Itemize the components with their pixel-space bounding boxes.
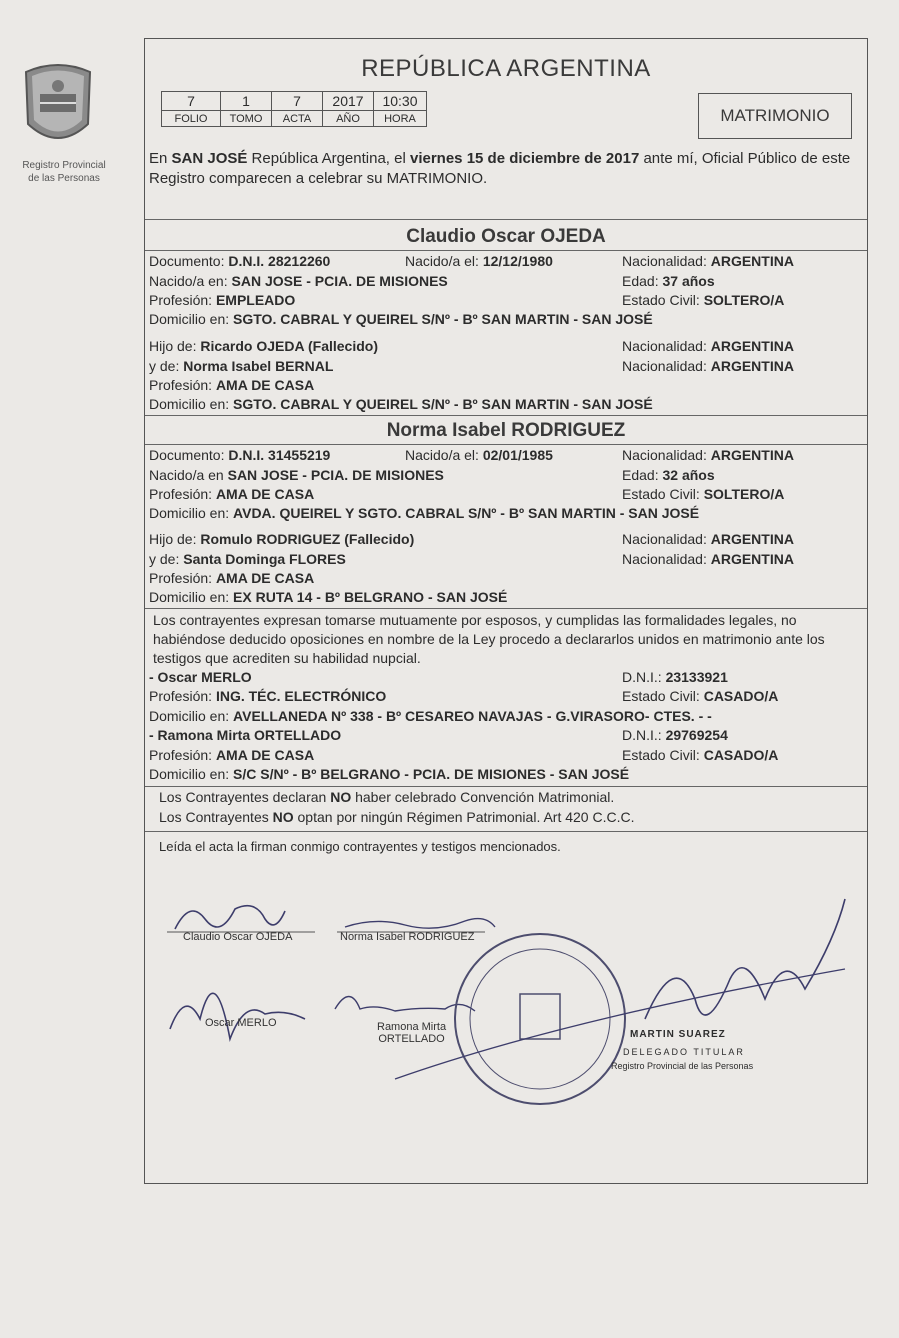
declaration-paragraph: Los contrayentes expresan tomarse mutuamente por esposos, y cumplidas las formalidades legales, no habiéndose deducido oposiciones en nombre de la Ley procedo a declararlos unidos en matrimonio ante los testigos que acrediten su habilidad nupcial. xyxy=(153,612,825,666)
document-title: REPÚBLICA ARGENTINA xyxy=(361,55,651,82)
witness1-dni: D.N.I.: 23133921 xyxy=(622,669,728,685)
spouse2-parent-address: Domicilio en: EX RUTA 14 - Bº BELGRANO - SAN JOSÉ xyxy=(149,589,508,605)
witness1-address: Domicilio en: AVELLANEDA Nº 338 - Bº CESAREO NAVAJAS - G.VIRASORO- CTES. - - xyxy=(149,708,712,724)
intro-text-1: En xyxy=(149,150,172,167)
spouse2-birthplace: Nacido/a en SAN JOSE - PCIA. DE MISIONES xyxy=(149,467,444,483)
signature-name-3: Oscar MERLO xyxy=(205,1017,277,1029)
officer-name: MARTIN SUAREZ xyxy=(630,1029,726,1040)
regime-statement: Los Contrayentes NO optan por ningún Régimen Patrimonial. Art 420 C.C.C. xyxy=(159,809,635,825)
folio-label: FOLIO xyxy=(162,111,221,127)
convention-statement: Los Contrayentes declaran NO haber celebrado Convención Matrimonial. xyxy=(159,789,615,805)
registry-label-1: Registro Provincial xyxy=(22,160,106,171)
spouse1-civil-status: Estado Civil: SOLTERO/A xyxy=(622,292,785,308)
spouse1-birthplace: Nacido/a en: SAN JOSE - PCIA. DE MISIONES xyxy=(149,273,448,289)
spouse2-birthdate: Nacido/a el: 02/01/1985 xyxy=(405,447,553,463)
signatures-area xyxy=(145,839,869,1169)
spouse2-age: Edad: 32 años xyxy=(622,467,715,483)
certificate-type-box: MATRIMONIO xyxy=(698,93,852,139)
divider xyxy=(145,831,867,832)
divider xyxy=(145,786,867,787)
spouse2-nationality: Nacionalidad: ARGENTINA xyxy=(622,447,794,463)
spouse2-mother-nationality: Nacionalidad: ARGENTINA xyxy=(622,551,794,567)
spouse1-birthdate: Nacido/a el: 12/12/1980 xyxy=(405,253,553,269)
spouse1-mother-nationality: Nacionalidad: ARGENTINA xyxy=(622,358,794,374)
spouse2-civil-status: Estado Civil: SOLTERO/A xyxy=(622,486,785,502)
signature-name-4-line1: Ramona Mirta xyxy=(377,1021,447,1033)
signature-name-1: Claudio Oscar OJEDA xyxy=(183,931,293,943)
witness2-profession: Profesión: AMA DE CASA xyxy=(149,747,315,763)
tomo-label: TOMO xyxy=(221,111,272,127)
spouse2-father: Hijo de: Romulo RODRIGUEZ (Fallecido) xyxy=(149,531,415,547)
witness1-profession: Profesión: ING. TÉC. ELECTRÓNICO xyxy=(149,688,387,704)
intro-date: viernes 15 de diciembre de 2017 xyxy=(409,150,640,167)
divider xyxy=(145,250,867,251)
marriage-certificate xyxy=(144,38,868,1184)
acta-value: 7 xyxy=(272,92,323,111)
signature-name-4-line2: ORTELLADO xyxy=(378,1033,445,1045)
registry-logo xyxy=(18,58,110,184)
folio-value: 7 xyxy=(162,92,221,111)
divider xyxy=(145,608,867,609)
spouse1-address: Domicilio en: SGTO. CABRAL Y QUEIREL S/Nº - Bº SAN MARTIN - SAN JOSÉ xyxy=(149,311,653,327)
divider xyxy=(145,415,867,416)
year-value: 2017 xyxy=(323,92,374,111)
witness1-name: - Oscar MERLO xyxy=(149,669,252,685)
witness2-name: - Ramona Mirta ORTELLADO xyxy=(149,727,342,743)
spouse2-father-nationality: Nacionalidad: ARGENTINA xyxy=(622,531,794,547)
handwritten-signatures xyxy=(145,839,869,1169)
spouse1-name: Claudio Oscar OJEDA xyxy=(406,226,606,247)
spouse2-profession: Profesión: AMA DE CASA xyxy=(149,486,315,502)
tomo-value: 1 xyxy=(221,92,272,111)
witness2-address: Domicilio en: S/C S/Nº - Bº BELGRANO - PCIA. DE MISIONES - SAN JOSÉ xyxy=(149,766,630,782)
spouse2-address: Domicilio en: AVDA. QUEIREL Y SGTO. CABRAL S/Nº - Bº SAN MARTIN - SAN JOSÉ xyxy=(149,505,700,521)
year-label: AÑO xyxy=(323,111,374,127)
spouse1-age: Edad: 37 años xyxy=(622,273,715,289)
intro-place: SAN JOSÉ xyxy=(171,150,248,167)
intro-text-3: ante mí, Oficial Público de este Registro comparecen a celebrar su MATRIMONIO. xyxy=(149,150,851,187)
witness2-civil-status: Estado Civil: CASADO/A xyxy=(622,747,779,763)
spouse1-mother: y de: Norma Isabel BERNAL xyxy=(149,358,334,374)
closing-statement: Leída el acta la firman conmigo contrayentes y testigos mencionados. xyxy=(159,839,561,854)
divider xyxy=(145,219,867,220)
officer-title: DELEGADO TITULAR xyxy=(623,1047,745,1057)
spouse1-document: Documento: D.N.I. 28212260 xyxy=(149,253,331,269)
record-reference-table xyxy=(161,91,427,127)
province-seal-icon xyxy=(18,58,98,153)
officer-organization: Registro Provincial de las Personas xyxy=(611,1061,754,1071)
spouse2-mother: y de: Santa Dominga FLORES xyxy=(149,551,346,567)
registry-label-2: de las Personas xyxy=(28,173,100,184)
spouse2-parent-profession: Profesión: AMA DE CASA xyxy=(149,570,315,586)
divider xyxy=(145,444,867,445)
acta-label: ACTA xyxy=(272,111,323,127)
spouse1-nationality: Nacionalidad: ARGENTINA xyxy=(622,253,794,269)
spouse2-name: Norma Isabel RODRIGUEZ xyxy=(386,420,626,441)
spouse2-document: Documento: D.N.I. 31455219 xyxy=(149,447,331,463)
intro-paragraph xyxy=(149,149,865,189)
time-value: 10:30 xyxy=(374,92,427,111)
time-label: HORA xyxy=(374,111,427,127)
witness2-dni: D.N.I.: 29769254 xyxy=(622,727,728,743)
spouse1-parent-address: Domicilio en: SGTO. CABRAL Y QUEIREL S/Nº - Bº SAN MARTIN - SAN JOSÉ xyxy=(149,396,653,412)
spouse1-father-nationality: Nacionalidad: ARGENTINA xyxy=(622,338,794,354)
spouse1-parent-profession: Profesión: AMA DE CASA xyxy=(149,377,315,393)
signature-name-4 xyxy=(377,1021,446,1045)
witness1-civil-status: Estado Civil: CASADO/A xyxy=(622,688,779,704)
intro-text-2: República Argentina, el xyxy=(247,150,410,167)
spouse1-father: Hijo de: Ricardo OJEDA (Fallecido) xyxy=(149,338,378,354)
signature-name-2: Norma Isabel RODRIGUEZ xyxy=(340,931,475,943)
spouse1-profession: Profesión: EMPLEADO xyxy=(149,292,296,308)
